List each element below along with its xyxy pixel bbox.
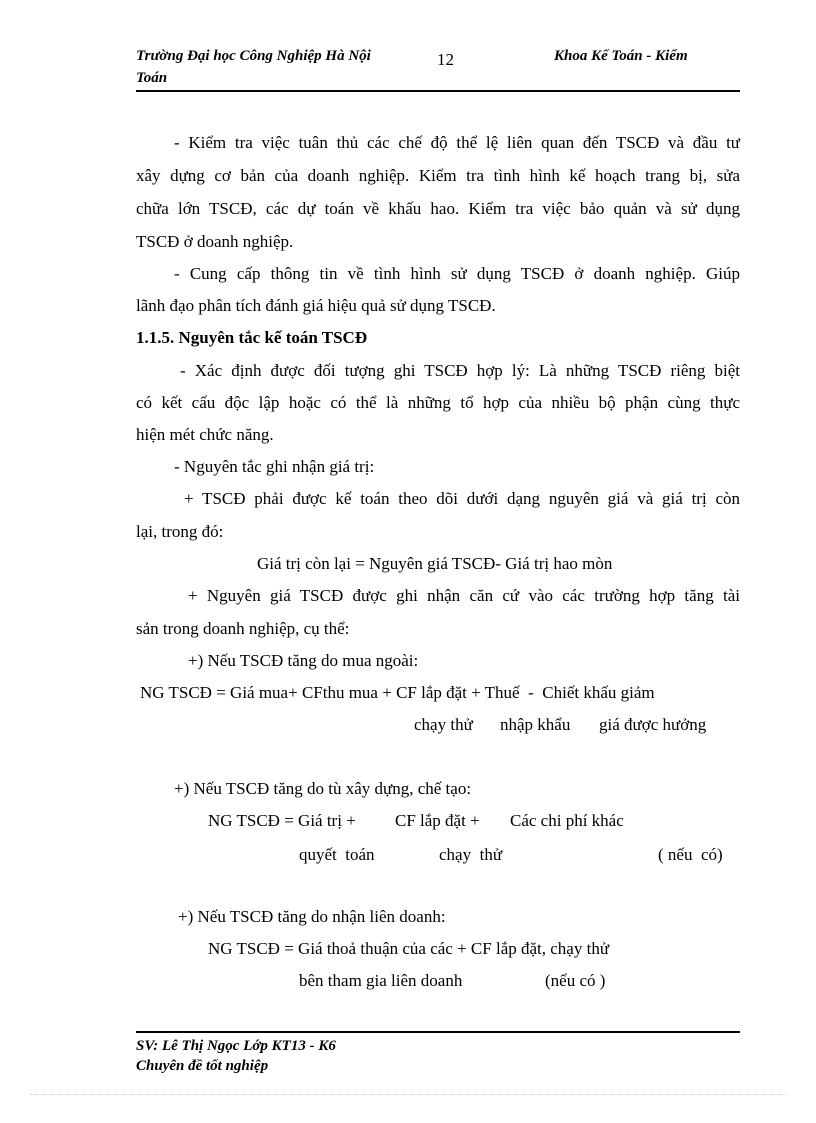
paragraph-4: - Nguyên tắc ghi nhận giá trị: (174, 457, 375, 476)
formula-residual-value: Giá trị còn lại = Nguyên giá TSCĐ- Giá trị hao mòn (257, 554, 613, 573)
formula-part: NG TSCĐ = Giá trị + (208, 811, 356, 830)
case-title: +) Nếu TSCĐ tăng do tù xây dựng, chế tạo: (174, 779, 472, 798)
text-line: chữa lớn TSCĐ, các dự toán về khấu hao. Kiểm tra việc bảo quản và sử dụng (136, 199, 740, 218)
formula-sub-label: chạy thử (414, 715, 473, 734)
page-edge-divider (30, 1094, 786, 1095)
header-faculty-cont: Toán (136, 70, 168, 86)
footer-rule (136, 1031, 740, 1033)
case-title: +) Nếu TSCĐ tăng do nhận liên doanh: (178, 907, 446, 926)
header-faculty: Khoa Kế Toán - Kiểm (554, 48, 688, 64)
formula-sub-label: chạy thử (439, 845, 503, 864)
formula-sub-label: ( nếu có) (658, 845, 723, 864)
formula-sub-label: giá được hưởng (599, 715, 707, 734)
text-line: xây dựng cơ bản của doanh nghiệp. Kiểm tra tình hình kế hoạch trang bị, sửa (136, 166, 740, 185)
header-rule (136, 90, 740, 92)
formula-part: CF lắp đặt + (395, 811, 480, 830)
formula-joint-venture: NG TSCĐ = Giá thoả thuận của các + CF lắp đặt, chạy thử (208, 939, 610, 958)
formula-sub-label: (nếu có ) (545, 971, 606, 990)
footer-thesis: Chuyên đề tốt nghiệp (136, 1058, 269, 1074)
formula-purchase: NG TSCĐ = Giá mua+ CFthu mua + CF lắp đặt + Thuế - Chiết khấu giảm (140, 683, 655, 702)
text-line: - Xác định được đối tượng ghi TSCĐ hợp lý: Là những TSCĐ riêng biệt (180, 361, 740, 380)
text-line: - Kiểm tra việc tuân thủ các chế độ thể lệ liên quan đến TSCĐ và đầu tư (174, 133, 740, 152)
formula-sub-label: bên tham gia liên doanh (299, 971, 463, 990)
formula-sub-label: quyết toán (299, 845, 375, 864)
text-line: + TSCĐ phải được kế toán theo dõi dưới dạng nguyên giá và giá trị còn (184, 489, 740, 508)
formula-sub-label: nhập khẩu (500, 715, 571, 734)
text-line: sản trong doanh nghiệp, cụ thể: (136, 619, 350, 638)
text-line: - Cung cấp thông tin về tình hình sử dụng TSCĐ ở doanh nghiệp. Giúp (174, 264, 740, 283)
section-heading: 1.1.5. Nguyên tắc kế toán TSCĐ (136, 328, 368, 347)
text-line: + Nguyên giá TSCĐ được ghi nhận căn cứ vào các trường hợp tăng tài (188, 586, 740, 605)
text-line: lại, trong đó: (136, 522, 224, 541)
text-line: lãnh đạo phân tích đánh giá hiệu quả sử dụng TSCĐ. (136, 296, 496, 315)
text-line: có kết cấu độc lập hoặc có thể là những tổ hợp của nhiều bộ phận cùng thực (136, 393, 740, 412)
text-line: hiện mét chức năng. (136, 425, 274, 444)
text-line: TSCĐ ở doanh nghiệp. (136, 232, 294, 251)
case-title: +) Nếu TSCĐ tăng do mua ngoài: (188, 651, 419, 670)
formula-part: Các chi phí khác (510, 811, 624, 830)
header-school: Trường Đại học Công Nghiệp Hà Nội (136, 48, 371, 64)
page-number: 12 (437, 50, 454, 69)
footer-student: SV: Lê Thị Ngọc Lớp KT13 - K6 (136, 1038, 336, 1054)
